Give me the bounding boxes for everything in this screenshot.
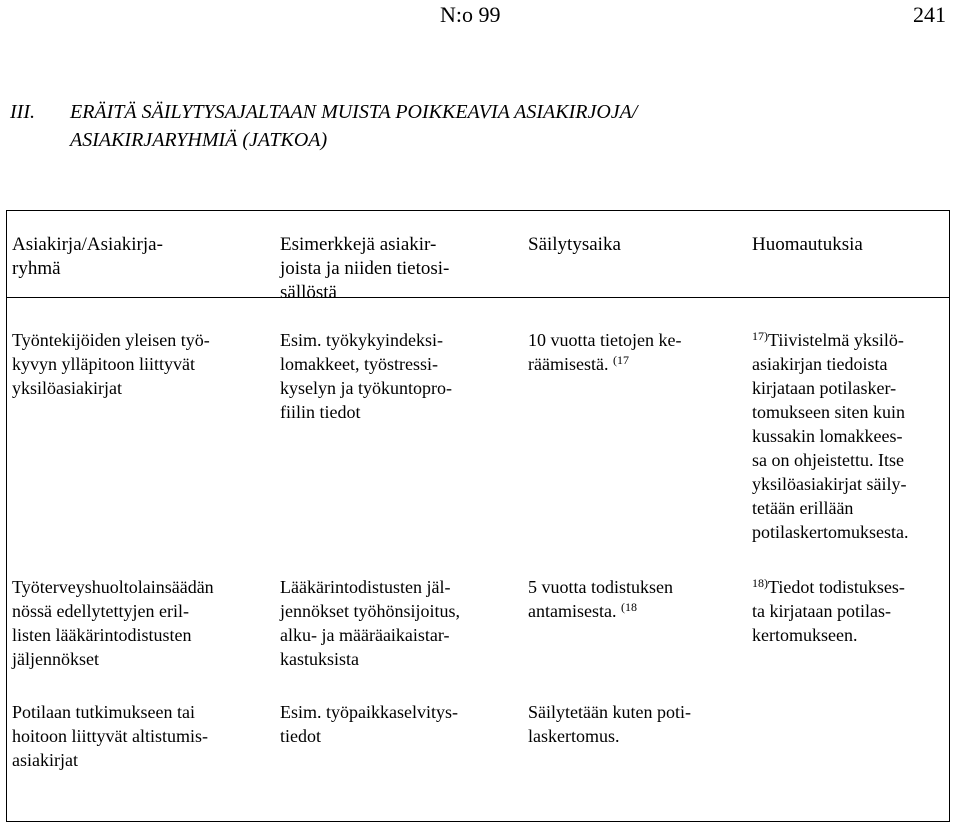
row-3-examples: Esim. työpaikkaselvitys- tiedot <box>280 702 458 746</box>
header-document: Asiakirja/Asiakirja- ryhmä <box>12 234 163 279</box>
footnote-ref-18: (18 <box>620 600 637 614</box>
document-number: N:o 99 <box>440 2 501 27</box>
row-3-retention: Säilytetään kuten poti- laskertomus. <box>528 702 691 746</box>
row-1-examples: Esim. työkykyindeksi- lomakkeet, työstressi- kyselyn ja työkuntopro- fiilin tiedot <box>280 330 452 422</box>
section-title-line-1: ERÄITÄ SÄILYTYSAJALTAAN MUISTA POIKKEAVIA ASIAKIRJOJA/ <box>70 101 638 123</box>
row-2-document: Työterveyshuoltolainsäädän nössä edellytettyjen eril- listen lääkärintodistusten jäljennökset <box>12 577 214 669</box>
row-2-examples: Lääkärintodistusten jäl- jennökset työhönsijoitus, alku- ja määräaikaistar- kastuksista <box>280 577 460 669</box>
footnote-marker-18: 18) <box>752 576 768 590</box>
section-title-line-2: ASIAKIRJARYHMIÄ (JATKOA) <box>70 129 328 151</box>
section-title <box>10 98 910 154</box>
row-1-document: Työntekijöiden yleisen työ- kyvyn ylläpitoon liittyvät yksilöasiakirjat <box>12 330 210 398</box>
footnote-ref-17: (17 <box>612 353 629 367</box>
header-examples: Esimerkkejä asiakir- joista ja niiden tietosi- sällöstä <box>280 234 450 303</box>
footnote-marker-17: 17) <box>752 329 768 343</box>
header-retention: Säilytysaika <box>528 234 621 255</box>
page-number: 241 <box>913 2 946 27</box>
header-notes: Huomautuksia <box>752 234 863 255</box>
row-1-retention: 10 vuotta tietojen ke- räämisestä. $^{(17}$ <box>528 330 682 374</box>
section-numeral: III. <box>10 101 35 123</box>
row-2-notes: $^{18)}$Tiedot todistukses- ta kirjataan potilas- kertomukseen. <box>752 576 905 645</box>
row-3-document: Potilaan tutkimukseen tai hoitoon liittyvät altistumis- asiakirjat <box>12 702 208 770</box>
row-1-notes: $^{17)}$Tiivistelmä yksilö- asiakirjan tiedoista kirjataan potilasker- tomukseen siten kuin kussakin lomakkees- sa on ohjeistettu. Itse yksilöasiakirjat säily- tetään erillään potilaskertomuksesta. <box>752 329 909 542</box>
row-2-retention: 5 vuotta todistuksen antamisesta. $^{(18}$ <box>528 577 673 621</box>
